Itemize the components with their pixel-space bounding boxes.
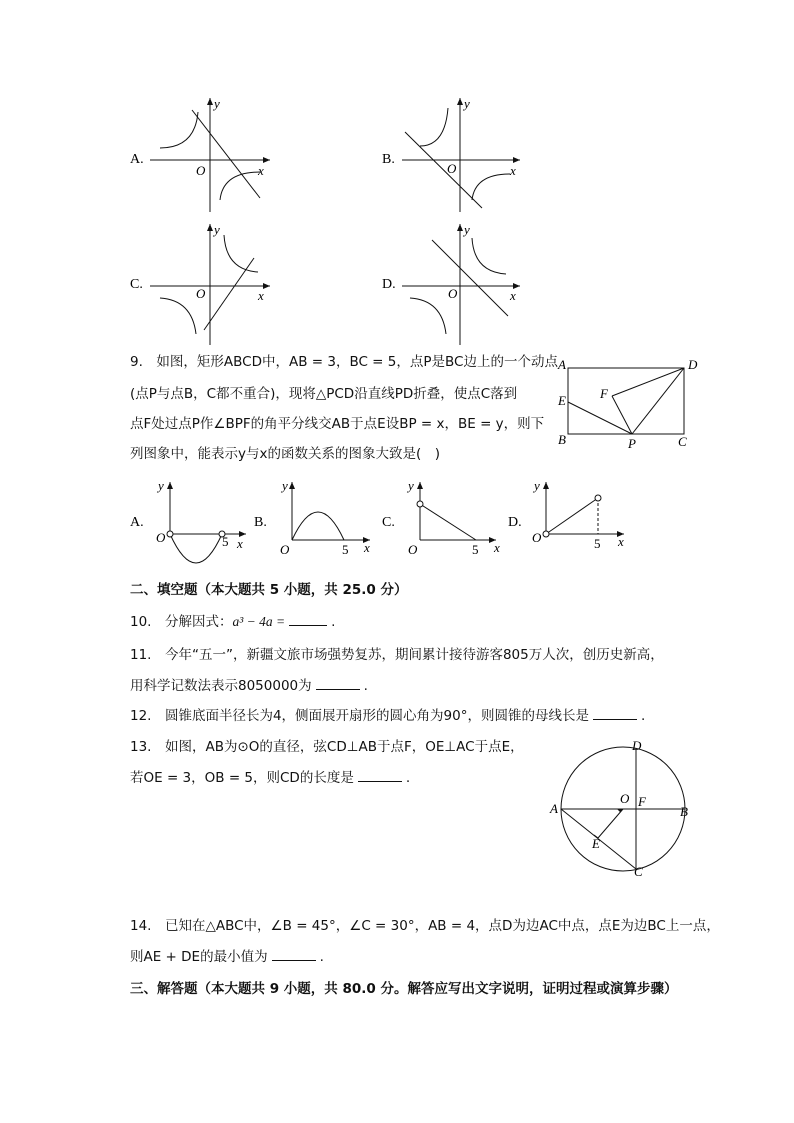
q13-circle-figure (548, 736, 698, 882)
q11-prefix: 用科学记数法表示8050000为 (130, 678, 312, 694)
q12-suffix: . (641, 708, 646, 724)
q8-option-d-label: D. (382, 277, 396, 292)
q9-option-d-label: D. (508, 515, 522, 530)
q9-label-c: C (678, 434, 687, 449)
q10-prefix: 10. 分解因式： (130, 614, 233, 630)
q9-label-e: E (558, 393, 566, 408)
q11-suffix: . (363, 678, 368, 694)
q12-prefix: 12. 圆锥底面半径长为4，侧面展开扇形的圆心角为90°，则圆锥的母线长是 (130, 708, 589, 724)
q9-option-graphs (126, 474, 646, 564)
q8-d-x-label: x (510, 288, 516, 303)
q9-option-a-label: A. (130, 515, 144, 530)
q14-line-1: 14. 已知在△ABC中，∠B = 45°，∠C = 30°，AB = 4，点D为边AC中点，点E为边BC上一点， (130, 918, 720, 934)
q10-answer-blank[interactable] (289, 613, 327, 626)
q11-line-2 (130, 676, 368, 696)
q13-prefix: 若OE = 3，OB = 5，则CD的长度是 (130, 770, 354, 786)
q8-graph-b (382, 96, 520, 212)
q8-option-graphs (120, 90, 540, 350)
q13-line-2 (130, 768, 410, 788)
q13-label-f: F (638, 794, 646, 809)
q8-option-b-label: B. (382, 152, 395, 167)
q9-line-4: 列图象中，能表示y与x的函数关系的图象大致是( ) (130, 446, 441, 462)
q8-b-x-label: x (510, 163, 516, 178)
q11-line-1: 11. 今年“五一”，新疆文旅市场强势复苏，期间累计接待游客805万人次，创历史新高， (130, 647, 664, 663)
q9-a-origin: O (156, 530, 166, 545)
q8-b-y-label: y (464, 96, 470, 111)
q9-graph-d (508, 478, 624, 551)
section-3-heading: 三、解答题（本大题共 9 小题，共 80.0 分。解答应写出文字说明，证明过程或演算步骤） (130, 981, 678, 997)
q9-a-five: 5 (222, 534, 229, 549)
q13-label-d: D (632, 738, 642, 753)
q10-suffix: . (331, 614, 336, 630)
q8-d-origin: O (448, 286, 458, 301)
q9-rectangle-figure (552, 354, 702, 454)
q13-label-o: O (620, 791, 630, 806)
question-10 (130, 612, 335, 632)
q9-label-d: D (688, 357, 698, 372)
q13-answer-blank[interactable] (358, 769, 402, 782)
q14-prefix: 则AE + DE的最小值为 (130, 949, 268, 965)
q10-expression: a³ − 4a = (232, 614, 286, 629)
q8-c-x-label: x (258, 288, 264, 303)
q8-option-a-label: A. (130, 152, 144, 167)
q9-c-five: 5 (472, 542, 479, 557)
q13-line-1: 13. 如图，AB为⊙O的直径，弦CD⊥AB于点F，OE⊥AC于点E， (130, 739, 524, 755)
q9-option-c-label: C. (382, 515, 395, 530)
q9-label-a: A (558, 357, 566, 372)
q9-c-y-label: y (408, 478, 414, 493)
q9-graph-a (130, 478, 246, 563)
q9-d-origin: O (532, 530, 542, 545)
q9-a-y-label: y (158, 478, 164, 493)
q9-line-2: (点P与点B，C都不重合)，现将△PCD沿直线PD折叠，使点C落到 (130, 386, 518, 402)
q9-d-y-label: y (534, 478, 540, 493)
q9-option-b-label: B. (254, 515, 267, 530)
q14-answer-blank[interactable] (272, 948, 316, 961)
q11-answer-blank[interactable] (316, 677, 360, 690)
q9-c-x-label: x (494, 540, 500, 555)
q9-line-3: 点F处过点P作∠BPF的角平分线交AB于点E设BP = x，BE = y，则下 (130, 416, 545, 432)
q9-label-p: P (628, 436, 636, 451)
q9-c-origin: O (408, 542, 418, 557)
q9-b-x-label: x (364, 540, 370, 555)
q9-label-f: F (600, 386, 608, 401)
q9-label-b: B (558, 432, 566, 447)
q13-suffix: . (405, 770, 411, 786)
q9-a-x-label: x (237, 536, 243, 551)
q14-suffix: . (319, 949, 324, 965)
q8-a-y-label: y (214, 96, 220, 111)
q13-label-b: B (680, 804, 688, 819)
q9-b-origin: O (280, 542, 290, 557)
q8-c-y-label: y (214, 222, 220, 237)
q9-graph-b (254, 478, 370, 557)
q9-graph-c (382, 478, 500, 557)
q14-line-2 (130, 947, 324, 967)
q8-b-origin: O (447, 161, 457, 176)
q9-d-five: 5 (594, 536, 601, 551)
q8-a-origin: O (196, 163, 206, 178)
q8-graph-c (130, 222, 270, 345)
q8-graph-a (130, 96, 270, 212)
q8-graph-d (382, 222, 520, 345)
q13-label-a: A (550, 801, 558, 816)
q9-d-x-label: x (618, 534, 624, 549)
q8-option-c-label: C. (130, 277, 143, 292)
q9-b-y-label: y (282, 478, 288, 493)
q8-d-y-label: y (464, 222, 470, 237)
section-2-heading: 二、填空题（本大题共 5 小题，共 25.0 分） (130, 582, 408, 598)
q12-answer-blank[interactable] (593, 707, 637, 720)
q13-label-e: E (592, 836, 600, 851)
q9-line-1: 9. 如图，矩形ABCD中，AB = 3，BC = 5，点P是BC边上的一个动点 (130, 354, 558, 370)
q8-a-x-label: x (258, 163, 264, 178)
q13-label-c: C (634, 864, 643, 879)
q8-c-origin: O (196, 286, 206, 301)
question-12 (130, 706, 645, 726)
q9-b-five: 5 (342, 542, 349, 557)
